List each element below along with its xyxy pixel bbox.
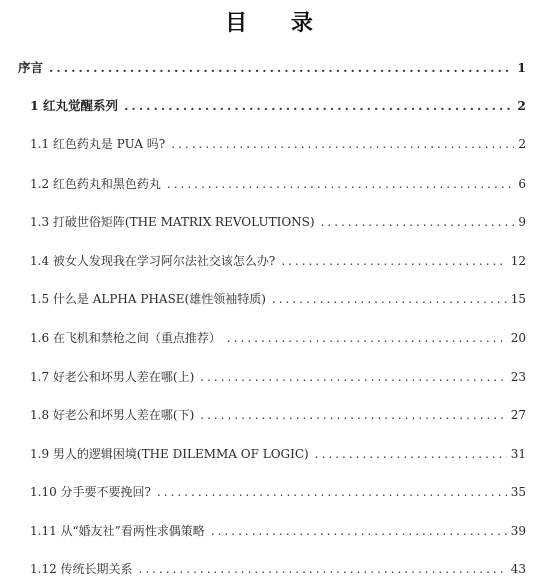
toc-leader-dots [49, 60, 513, 76]
toc-entry-label: 1.7 好老公和坏男人差在哪(上) [30, 370, 195, 384]
toc-entry-page: 9 [518, 215, 526, 229]
toc-entry-1-5[interactable] [30, 291, 526, 307]
toc-entry-page: 2 [517, 98, 526, 113]
toc-entry-1-1[interactable] [30, 136, 526, 152]
toc-entry-label: 1.2 红色药丸和黑色药丸 [30, 177, 161, 191]
toc-entry-page: 15 [510, 292, 526, 306]
toc-leader-dots [157, 484, 507, 500]
toc-leader-dots [200, 407, 506, 423]
toc-entry-page: 1 [517, 60, 526, 75]
toc-entry-page: 6 [518, 177, 526, 191]
toc-entry-label: 序言 [18, 60, 44, 75]
toc-entry-1-11[interactable] [30, 523, 526, 539]
toc-leader-dots [281, 253, 506, 269]
toc-entry-label: 1.3 打破世俗矩阵(THE MATRIX REVOLUTIONS) [30, 215, 315, 229]
toc-entry-1-6[interactable] [30, 330, 526, 346]
toc-entry-label: 1 红丸觉醒系列 [30, 98, 119, 113]
toc-leader-dots [171, 136, 514, 152]
toc-entry-1-12[interactable] [30, 561, 526, 577]
toc-entry-preface[interactable] [18, 60, 526, 76]
toc-entry-label: 1.6 在飞机和禁枪之间（重点推荐） [30, 331, 221, 345]
toc-entry-label: 1.11 从“婚友社”看两性求偶策略 [30, 524, 205, 538]
toc-entry-1-9[interactable] [30, 446, 526, 462]
toc-entry-1-7[interactable] [30, 369, 526, 385]
toc-entry-label: 1.5 什么是 ALPHA PHASE(雄性领袖特质) [30, 292, 266, 306]
toc-entry-label: 1.1 红色药丸是 PUA 吗? [30, 137, 166, 151]
toc-entry-1-2[interactable] [30, 176, 526, 192]
toc-entry-page: 35 [510, 485, 526, 499]
toc-entry-page: 12 [510, 254, 526, 268]
toc-entry-page: 43 [510, 562, 526, 576]
toc-entry-label: 1.9 男人的逻辑困境(THE DILEMMA OF LOGIC) [30, 447, 309, 461]
toc-entry-page: 39 [510, 524, 526, 538]
toc-entry-page: 31 [510, 447, 526, 461]
toc-entry-label: 1.8 好老公和坏男人差在哪(下) [30, 408, 195, 422]
toc-entry-page: 20 [510, 331, 526, 345]
toc-entry-1-10[interactable] [30, 484, 526, 500]
toc-leader-dots [124, 98, 513, 114]
toc-leader-dots [139, 561, 507, 577]
toc-leader-dots [227, 330, 507, 346]
toc-entry-label: 1.10 分手要不要挽回? [30, 485, 151, 499]
toc-entry-1-4[interactable] [30, 253, 526, 269]
toc-leader-dots [200, 369, 506, 385]
toc-leader-dots [272, 291, 507, 307]
toc-leader-dots [321, 214, 515, 230]
toc-leader-dots [315, 446, 507, 462]
toc-entry-label: 1.12 传统长期关系 [30, 562, 133, 576]
toc-leader-dots [167, 176, 514, 192]
toc-entry-1-3[interactable] [30, 214, 526, 230]
toc-leader-dots [211, 523, 507, 539]
toc-title: 目 录 [225, 11, 331, 36]
toc-entry-page: 23 [510, 370, 526, 384]
toc-entry-page: 27 [510, 408, 526, 422]
toc-entry-chapter-1[interactable] [30, 98, 526, 114]
toc-entry-page: 2 [518, 137, 526, 151]
toc-entry-label: 1.4 被女人发现我在学习阿尔法社交该怎么办? [30, 254, 276, 268]
toc-entry-1-8[interactable] [30, 407, 526, 423]
